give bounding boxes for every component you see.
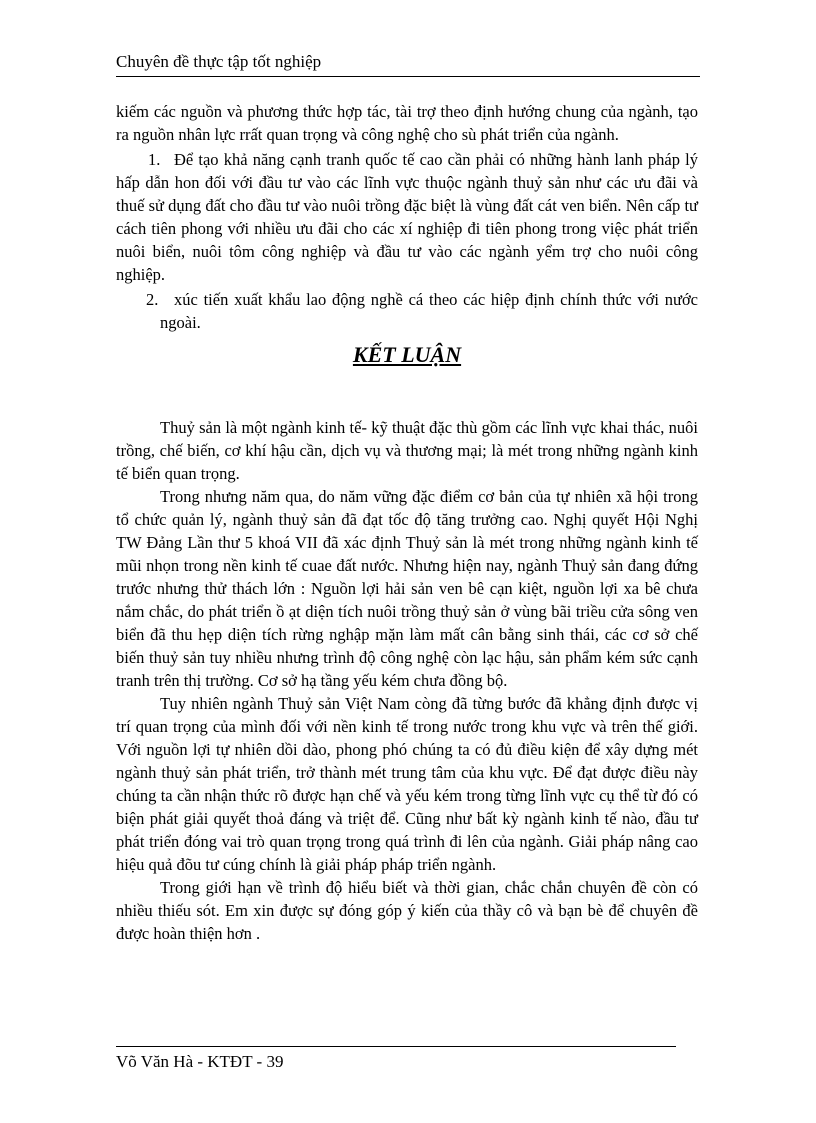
numbered-item-1: 1. Để tạo khả năng cạnh tranh quốc tế cao cần phải có những hành lanh pháp lý hấp dẫn hon đối với đầu tư vào các lĩnh vực thuộc ngành thuỷ sản như các ưu đãi và thuế sử dụng đất cho đầu tư vào nuôi trồng đặc biệt là vùng đất cát ven biển. Nên cấp tư cách tiên phong với nhiều ưu đãi cho các xí nghiệp đi tiên phong trong việc phát triển nuôi biển, nuôi tôm công nghiệp và đầu tư vào các ngành yểm trợ cho nuôi công nghiệp. bbox=[116, 150, 698, 284]
conclusion-paragraph-3: Tuy nhiên ngành Thuỷ sản Việt Nam còng đã từng bước đã khẳng định được vị trí quan trọng của mình đối với nền kinh tế trong nước trong khu vực và trên thế giới. Với nguồn lợi tự nhiên dồi dào, phong phó chúng ta có đủ điều kiện để xây dựng mét ngành thuỷ sản phát triển, trở thành mét trung tâm của khu vực. Để đạt được điều này chúng ta cần nhận thức rõ được hạn chế và yếu kém trong từng lĩnh vực cụ thể từ đó có biện phát giải quyết thoả đáng và triệt để. Cũng như bất kỳ ngành kinh tế nào, đầu tư phát triển đóng vai trò quan trọng trong quá trình đi lên của ngành. Giải pháp nâng cao hiệu quả đõu tư cúng chính là giải pháp pháp triển ngành. bbox=[116, 694, 698, 874]
item-1-text: Để tạo khả năng cạnh tranh quốc tế cao cần phải có những hành lanh pháp lý hấp dẫn hon đối với đầu tư vào các lĩnh vực thuộc ngành thuỷ sản như các ưu đãi và thuế sử dụng đất cho đầu tư vào nuôi trồng đặc biệt là vùng đất cát ven biển. Nên cấp tư cách tiên phong với nhiều ưu đãi cho các xí nghiệp đi tiên phong trong việc phát triển nuôi biển, nuôi tôm công nghiệp và đầu tư vào các ngành yểm trợ cho nuôi công nghiệp. bbox=[116, 150, 698, 284]
item-2-text: xúc tiến xuất khẩu lao động nghề cá theo các hiệp định chính thức với nước ngoài. bbox=[160, 290, 698, 332]
header-divider bbox=[116, 76, 700, 77]
conclusion-paragraph-2: Trong nhưng năm qua, do năm vững đặc điểm cơ bản của tự nhiên xã hội trong tổ chức quản lý, ngành thuỷ sản đã đạt tốc độ tăng trưởng cao. Nghị quyết Hội Nghị TW Đảng Lần thư 5 khoá VII đã xác định Thuỷ sản là mét trong những ngành kinh tế mũi nhọn trong nền kinh tế cuae đất nước. Nhưng hiện nay, ngành Thuỷ sản đang đứng trước nhưng thử thách lớn : Nguồn lợi hải sản ven bê cạn kiệt, nguồn lợi xa bê chưa nắm chắc, do phát triển ồ ạt diện tích nuôi trồng thuỷ sản ở vùng bãi triều cửa sông ven biển đã thu hẹp diện tích rừng nghập mặn làm mất cân bằng sinh thái, các cơ sở chế biến thuỷ sản tuy nhiều nhưng trình độ công nghệ còn lạc hậu, sản phẩm kém sức cạnh tranh trên thị trường. Cơ sở hạ tầng yếu kém chưa đồng bộ. bbox=[116, 487, 698, 690]
conclusion-paragraph-4: Trong giới hạn về trình độ hiểu biết và thời gian, chắc chắn chuyên đề còn có nhiều thiếu sót. Em xin được sự đóng góp ý kiến của thầy cô và bạn bè để chuyên đề được hoàn thiện hơn . bbox=[116, 878, 698, 943]
item-2-number: 2. bbox=[146, 290, 159, 309]
numbered-item-2 bbox=[116, 286, 698, 334]
conclusion-heading: KẾT LUẬN bbox=[352, 342, 462, 367]
intro-paragraph: kiếm các nguồn và phương thức hợp tác, tài trợ theo định hướng chung của ngành, tạo ra nguồn nhân lực rrất quan trọng và công nghệ cho sù phát triển của ngành. bbox=[116, 102, 698, 144]
conclusion-paragraph-1: Thuỷ sản là một ngành kinh tế- kỹ thuật đặc thù gồm các lĩnh vực khai thác, nuôi trồng, chế biến, cơ khí hậu cần, dịch vụ và thương mại; là mét trong những ngành kinh tế biển quan trọng. bbox=[116, 418, 698, 483]
page-header-title: Chuyên đề thực tập tốt nghiệp bbox=[116, 52, 322, 71]
footer-divider bbox=[116, 1046, 676, 1047]
document-body bbox=[116, 100, 698, 945]
page-footer: Võ Văn Hà - KTĐT - 39 bbox=[116, 1052, 284, 1071]
